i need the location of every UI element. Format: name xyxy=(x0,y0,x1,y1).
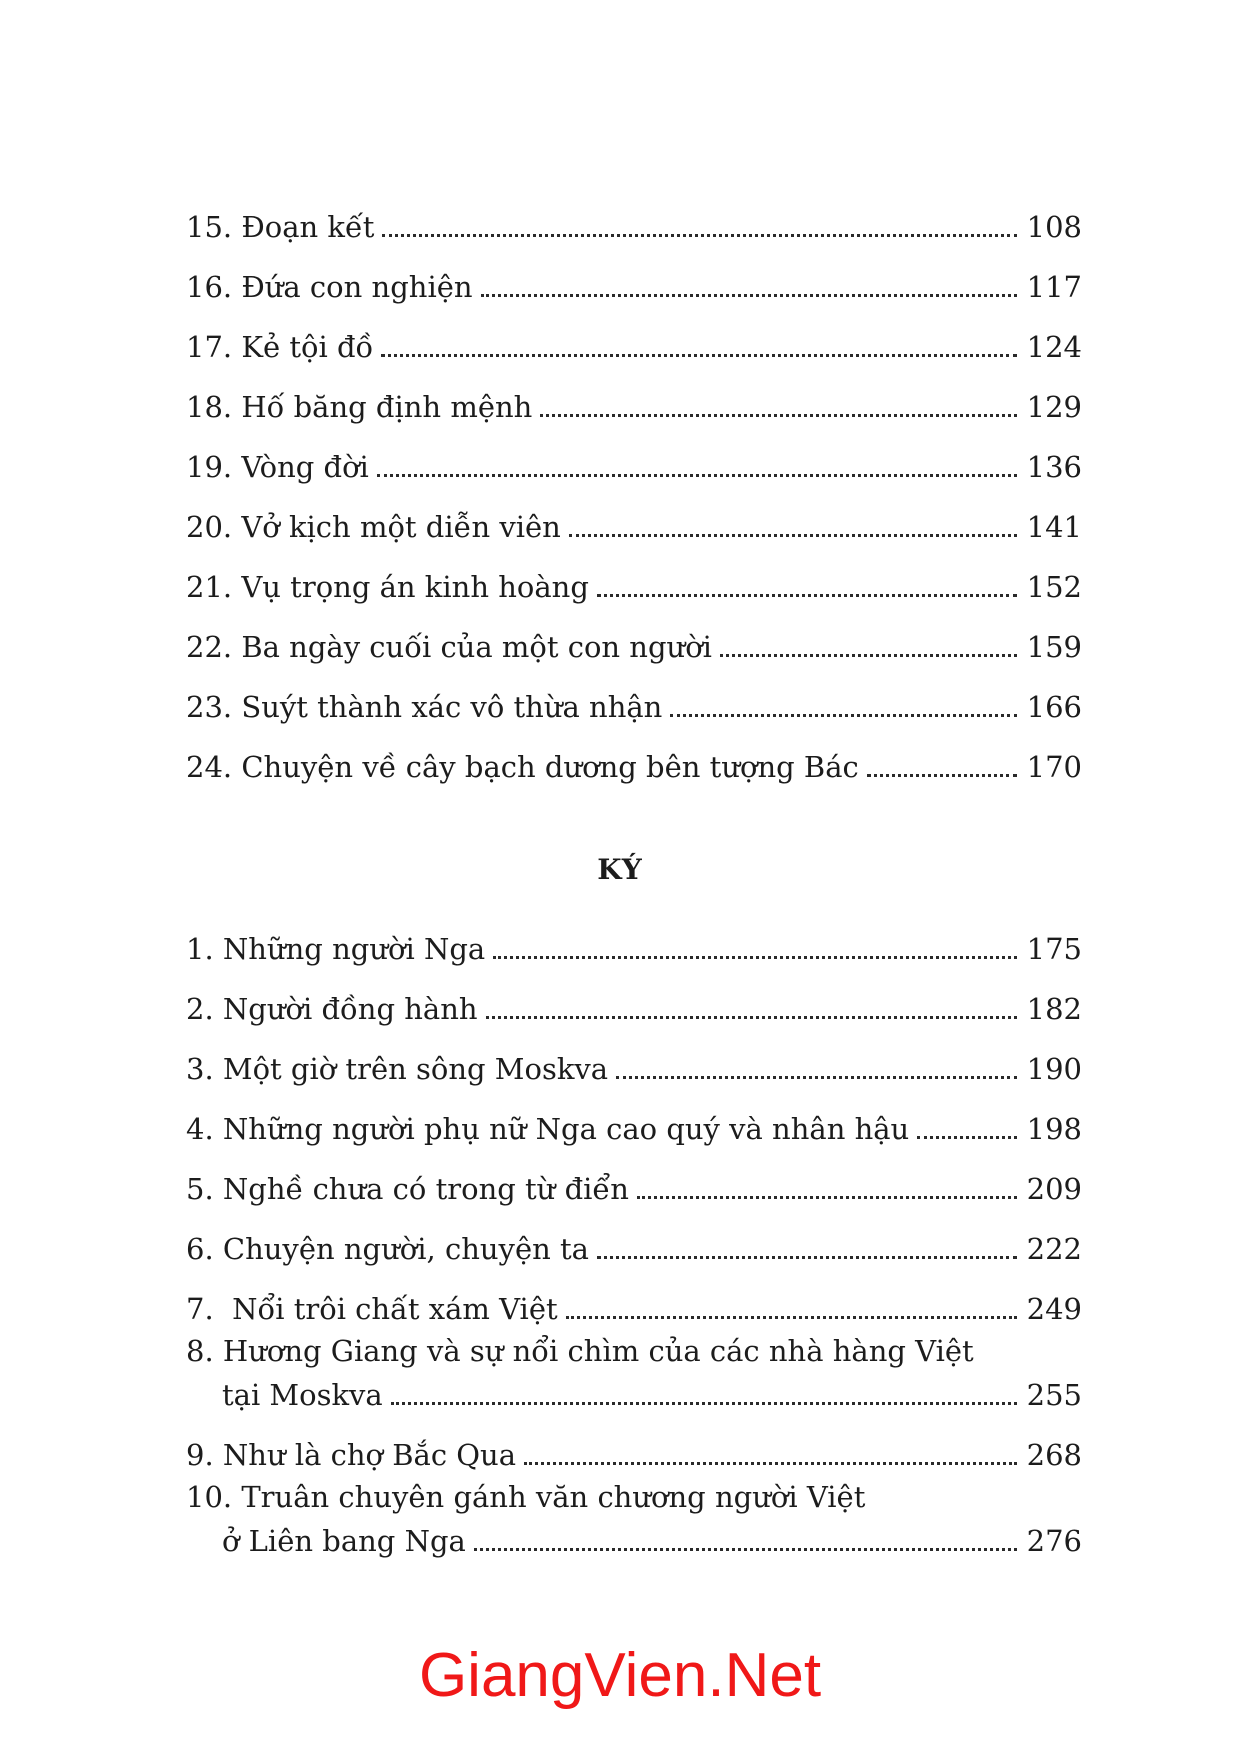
toc-entry xyxy=(186,190,1082,250)
toc-entry xyxy=(186,1152,1082,1212)
toc-entry xyxy=(186,1332,1082,1418)
toc-entry-page: 190 xyxy=(1026,1052,1082,1086)
toc-entry-page: 209 xyxy=(1026,1172,1082,1206)
toc-entry-page: 166 xyxy=(1026,690,1082,724)
toc-entry xyxy=(186,670,1082,730)
toc-entry-title: 2. Người đồng hành xyxy=(186,992,478,1026)
toc-entry-title: 16. Đứa con nghiện xyxy=(186,270,473,304)
toc-entry-page: 249 xyxy=(1026,1292,1082,1326)
toc-entry-page: 170 xyxy=(1026,750,1082,784)
toc-entry-title: 17. Kẻ tội đồ xyxy=(186,330,374,364)
dot-leader xyxy=(637,1196,1017,1199)
dot-leader xyxy=(917,1136,1016,1139)
toc-entry-page: 129 xyxy=(1026,390,1082,424)
dot-leader xyxy=(474,1548,1017,1551)
dot-leader xyxy=(867,774,1017,777)
toc-entry-page: 159 xyxy=(1026,630,1082,664)
toc-entry-title: 23. Suýt thành xác vô thừa nhận xyxy=(186,690,663,724)
toc-entry xyxy=(186,490,1082,550)
toc-entry-page: 136 xyxy=(1026,450,1082,484)
toc-entry xyxy=(186,430,1082,490)
toc-entry-title: 5. Nghề chưa có trong từ điển xyxy=(186,1172,629,1206)
toc-entry xyxy=(186,972,1082,1032)
toc-entry-title: 24. Chuyện về cây bạch dương bên tượng Bác xyxy=(186,750,859,784)
dot-leader xyxy=(670,714,1016,717)
dot-leader xyxy=(569,534,1017,537)
toc-entry-page: 141 xyxy=(1026,510,1082,544)
dot-leader xyxy=(486,1016,1017,1019)
toc-entry xyxy=(186,1092,1082,1152)
toc-entry-title: 18. Hố băng định mệnh xyxy=(186,390,533,424)
toc-entry xyxy=(186,730,1082,790)
toc-entry-page: 108 xyxy=(1026,210,1082,244)
dot-leader xyxy=(377,474,1017,477)
toc-entry-continuation xyxy=(186,1522,1082,1560)
dot-leader xyxy=(493,956,1016,959)
toc-entry-page: 255 xyxy=(1026,1378,1082,1412)
toc-entry xyxy=(186,1418,1082,1478)
toc-entry-title: 9. Như là chợ Bắc Qua xyxy=(186,1438,517,1472)
dot-leader xyxy=(597,1256,1017,1259)
toc-entry-title: 15. Đoạn kết xyxy=(186,210,375,244)
toc-entry-title: 7. Nổi trôi chất xám Việt xyxy=(186,1292,558,1326)
toc-entry-title: 6. Chuyện người, chuyện ta xyxy=(186,1232,589,1266)
dot-leader xyxy=(597,594,1017,597)
toc-entry-page: 124 xyxy=(1026,330,1082,364)
toc-entry-title: 10. Truân chuyên gánh văn chương người Việt xyxy=(186,1480,866,1514)
toc-entry xyxy=(186,610,1082,670)
toc-entry-title: 1. Những người Nga xyxy=(186,932,486,966)
watermark: GiangVien.Net xyxy=(418,1641,822,1710)
section-heading: KÝ xyxy=(597,853,643,886)
toc-section-ky xyxy=(186,912,1082,1564)
toc-entry-page: 117 xyxy=(1026,270,1082,304)
toc-entry-page: 175 xyxy=(1026,932,1082,966)
toc-entry-title-cont: tại Moskva xyxy=(222,1378,383,1412)
toc-entry-title: 22. Ba ngày cuối của một con người xyxy=(186,630,712,664)
toc-entry-title: 19. Vòng đời xyxy=(186,450,369,484)
toc-entry-title: 4. Những người phụ nữ Nga cao quý và nhân hậu xyxy=(186,1112,910,1146)
toc-entry-page: 198 xyxy=(1026,1112,1082,1146)
dot-leader xyxy=(524,1462,1017,1465)
toc-entry xyxy=(186,310,1082,370)
dot-leader xyxy=(566,1316,1017,1319)
toc-entry xyxy=(186,1272,1082,1332)
toc-entry-title: 20. Vở kịch một diễn viên xyxy=(186,510,561,544)
toc-entry-title: 3. Một giờ trên sông Moskva xyxy=(186,1052,609,1086)
dot-leader xyxy=(720,654,1017,657)
toc-entry-page: 222 xyxy=(1026,1232,1082,1266)
dot-leader xyxy=(382,234,1016,237)
dot-leader xyxy=(616,1076,1017,1079)
toc-entry xyxy=(186,1212,1082,1272)
toc-entry-page: 152 xyxy=(1026,570,1082,604)
toc-entry-title: 21. Vụ trọng án kinh hoàng xyxy=(186,570,589,604)
toc-entry-title-cont: ở Liên bang Nga xyxy=(222,1524,466,1558)
toc-entry xyxy=(186,250,1082,310)
toc-entry xyxy=(186,912,1082,972)
toc-entry xyxy=(186,370,1082,430)
dot-leader xyxy=(391,1402,1017,1405)
toc-entry-page: 276 xyxy=(1026,1524,1082,1558)
toc-entry xyxy=(186,1478,1082,1564)
toc-entry-title: 8. Hương Giang và sự nổi chìm của các nhà hàng Việt xyxy=(186,1334,974,1368)
dot-leader xyxy=(481,294,1017,297)
toc-section-stories xyxy=(186,190,1082,790)
toc-entry xyxy=(186,1032,1082,1092)
toc-entry-page: 268 xyxy=(1026,1438,1082,1472)
toc-entry xyxy=(186,550,1082,610)
dot-leader xyxy=(381,354,1016,357)
dot-leader xyxy=(540,414,1016,417)
toc-entry-continuation xyxy=(186,1376,1082,1414)
toc-entry-page: 182 xyxy=(1026,992,1082,1026)
